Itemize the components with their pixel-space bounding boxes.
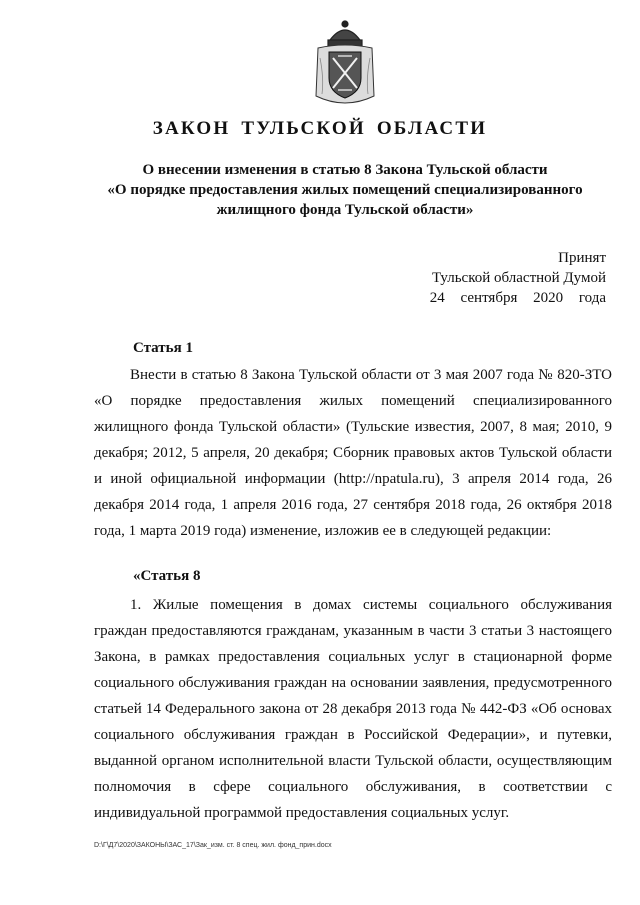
subtitle-line: «О порядке предоставления жилых помещений специализированного <box>107 182 583 198</box>
article-8-text: 1. Жилые помещения в домах системы социального обслуживания граждан предоставляются гражданам, указанным в части 3 статьи 3 настоящего Закона, в рамках предоставления социальных услуг в стационарной форме социального обслуживания граждан на основании заявления, предусмотренного статьей 14 Федерального закона от 28 декабря 2013 года № 442-ФЗ «Об основах социального обслуживания граждан в Российской Федерации», и путевки, выданной органом исполнительной власти Тульской области, осуществляющим полномочия в сфере социального обслуживания, в соответствии с индивидуальной программой предоставления социальных услуг. <box>94 597 612 821</box>
adoption-line: Принят <box>558 250 606 266</box>
subtitle-line: О внесении изменения в статью 8 Закона Тульской области <box>142 162 548 178</box>
adoption-line: Тульской областной Думой <box>431 270 606 286</box>
adoption-block <box>406 248 606 308</box>
article-1-heading: Статья 1 <box>133 340 193 356</box>
article-8-heading: «Статья 8 <box>133 568 201 584</box>
adoption-date: 24 сентября 2020 года <box>429 290 606 306</box>
law-subtitle <box>80 160 610 220</box>
article-1-text: Внести в статью 8 Закона Тульской области от 3 мая 2007 года № 820-ЗТО «О порядке предоставления жилых помещений специализированного жилищного фонда Тульской области» (Тульские известия, 2007, 8 мая; 2010, 9 декабря; 2012, 5 апреля, 20 декабря; Сборник правовых актов Тульской области и иной официальной информации (http://npatula.ru), 3 апреля 2014 года, 26 декабря 2014 года, 1 апреля 2016 года, 27 сентября 2018 года, 26 октября 2018 года, 1 марта 2019 года) изменение, изложив ее в следующей редакции: <box>94 367 612 539</box>
subtitle-line: жилищного фонда Тульской области» <box>216 202 474 218</box>
coat-of-arms-icon <box>312 18 378 108</box>
file-path-footer: D:\Г\Д7\2020\ЗАКОНЫ\ЗАС_17\Зак_изм. ст. 8 спец. жил. фонд_прин.docx <box>94 842 332 849</box>
law-title: ЗАКОН ТУЛЬСКОЙ ОБЛАСТИ <box>152 118 488 139</box>
